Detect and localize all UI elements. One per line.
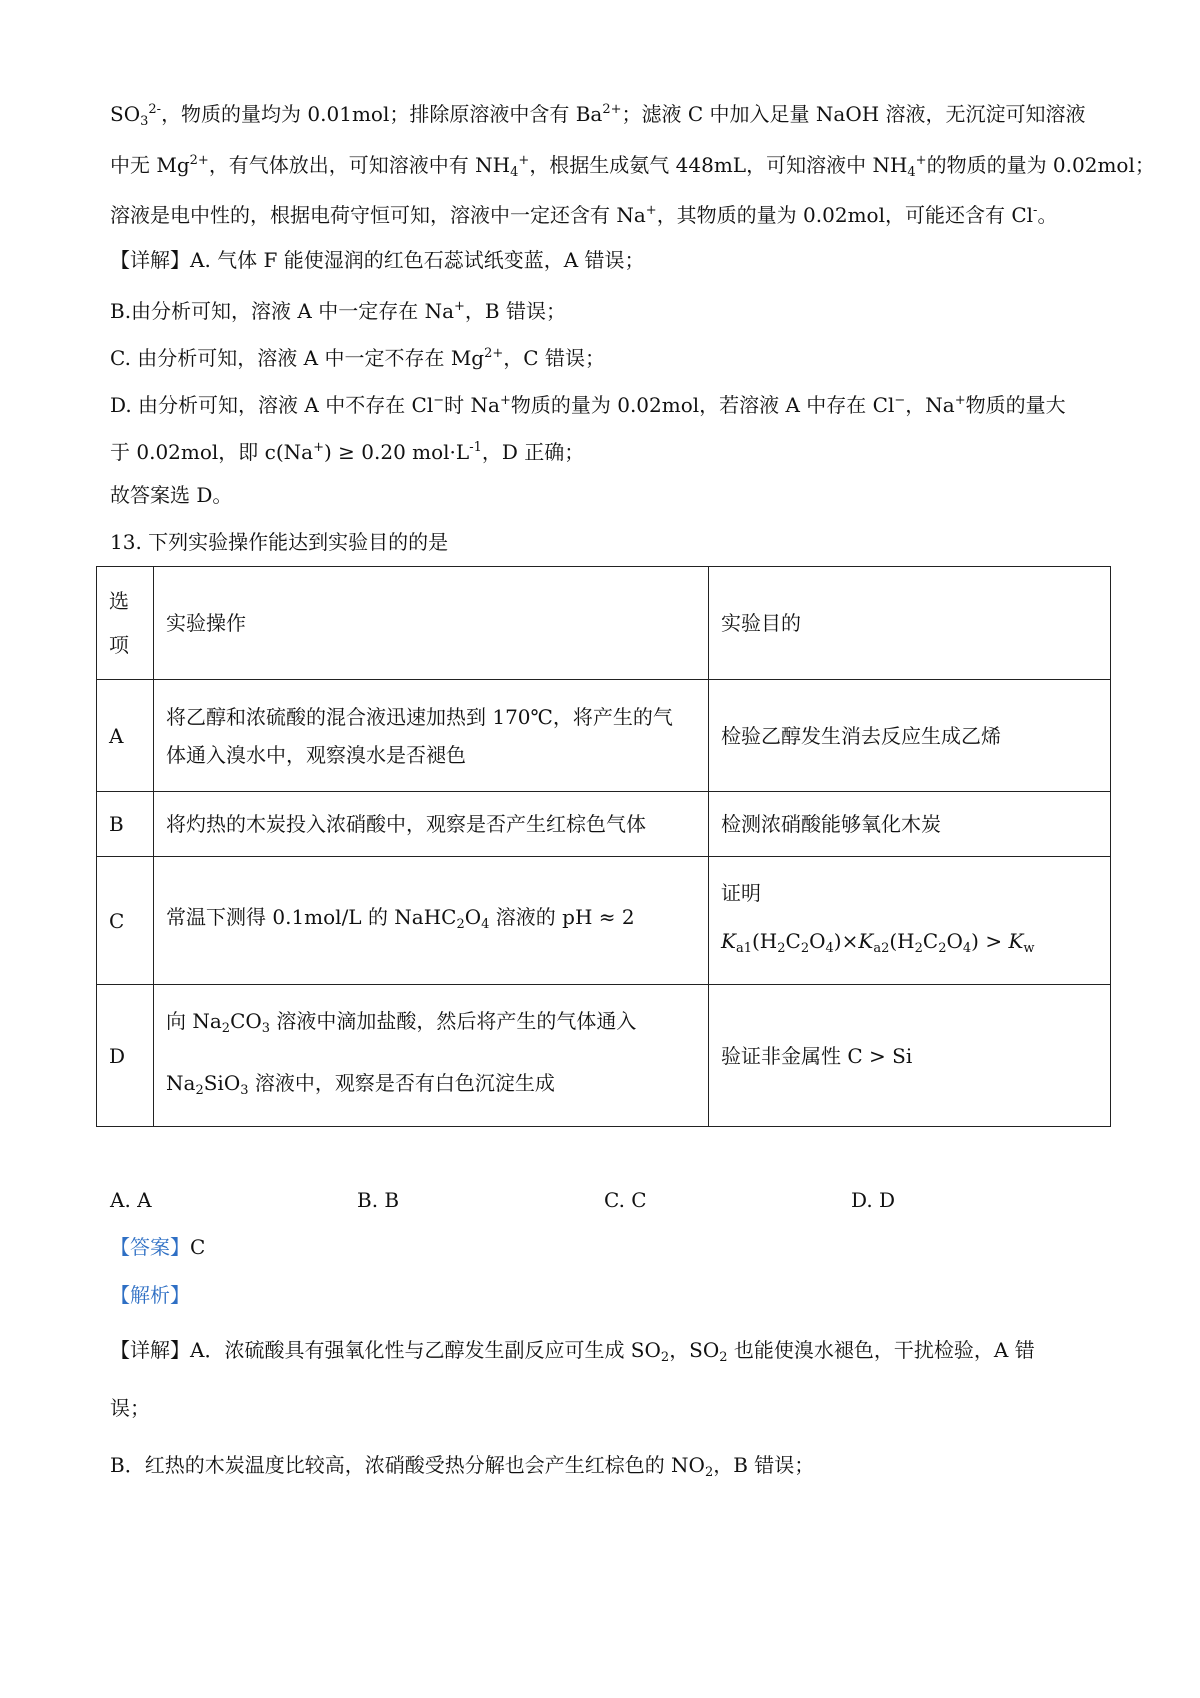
experiment-table: [96, 566, 1111, 1127]
text: K: [721, 928, 736, 953]
text: 溶液的 pH ≈ 2: [489, 904, 635, 929]
subscript: w: [1023, 940, 1035, 956]
text: 的物质的量为 0.02mol；: [926, 153, 1155, 177]
table-row-d: [97, 985, 1111, 1127]
header-option-line-1: 选: [109, 589, 129, 613]
text: 向 Na: [166, 1008, 222, 1033]
analysis-label: 【解析】: [110, 1283, 190, 1307]
text: 物质的量大: [965, 393, 1066, 417]
option-cell: C: [97, 857, 154, 985]
text: ，根据生成氨气 448mL，可知溶液中 NH: [529, 153, 908, 177]
superscript: −: [894, 393, 906, 408]
superscript: -1: [469, 440, 482, 455]
superscript: -: [1033, 203, 1038, 218]
subscript: 2: [719, 1350, 728, 1365]
operation-cell: 将灼热的木炭投入浓硝酸中，观察是否产生红棕色气体: [154, 792, 709, 857]
text: ，有气体放出，可知溶液中有 NH: [208, 153, 511, 177]
text: 中无 Mg: [110, 153, 190, 177]
text: CO: [230, 1008, 262, 1033]
subscript: 2: [914, 940, 923, 956]
subscript: 3: [140, 114, 149, 129]
text: ，SO: [669, 1338, 720, 1362]
header-operation-cell: 实验操作: [154, 567, 709, 680]
text: B．红热的木炭温度比较高，浓硝酸受热分解也会产生红棕色的 NO: [110, 1453, 705, 1477]
detail-c-line: [110, 339, 1100, 373]
subscript: 3: [261, 1020, 271, 1036]
text: ，B 错误；: [713, 1453, 815, 1477]
operation-line: 体通入溴水中，观察溴水是否褪色: [166, 742, 466, 767]
answer-line: [110, 1232, 1100, 1262]
superscript: +: [518, 153, 530, 168]
text: 也能使溴水褪色，干扰检验，A 错: [727, 1338, 1035, 1362]
subscript: 4: [481, 916, 490, 932]
superscript: +: [645, 203, 657, 218]
question-stem: 13. 下列实验操作能达到实验目的的是: [110, 530, 449, 554]
purpose-cell: 检测浓硝酸能够氧化木炭: [709, 792, 1111, 857]
text: 物质的量为 0.02mol，若溶液 A 中存在 Cl: [510, 393, 895, 417]
text: O: [809, 928, 826, 953]
text: 溶液中滴加盐酸，然后将产生的气体通入: [270, 1008, 637, 1033]
superscript: −: [433, 393, 445, 408]
operation-line: [166, 1006, 696, 1044]
operation-line: [166, 1068, 696, 1106]
operation-cell: [154, 857, 709, 985]
superscript: +: [454, 299, 465, 314]
option-cell: A: [97, 680, 154, 792]
superscript: 2-: [148, 102, 162, 117]
explanation-b-line: [110, 1450, 1100, 1488]
text: ) ≥ 0.20 mol·L: [323, 440, 470, 464]
text: C: [922, 928, 939, 953]
text: ；滤液 C 中加入足量 NaOH 溶液，无沉淀可知溶液: [621, 102, 1086, 126]
explanation-a-line-2: 误；: [110, 1396, 150, 1420]
subscript: 4: [510, 165, 519, 180]
subscript: 4: [962, 940, 972, 956]
analysis-line-3: [110, 196, 1100, 230]
subscript: 2: [195, 1082, 204, 1098]
subscript: 2: [938, 940, 947, 956]
superscript: 2+: [484, 346, 504, 361]
detail-a-line: 【详解】A. 气体 F 能使湿润的红色石蕊试纸变蓝，A 错误；: [110, 248, 645, 272]
subscript: 2: [777, 940, 786, 956]
text: C. 由分析可知，溶液 A 中一定不存在 Mg: [110, 346, 485, 370]
analysis-line-1: [110, 95, 1100, 137]
option-c: C. C: [604, 1188, 647, 1212]
text: 常温下测得 0.1mol/L 的 NaHC: [166, 904, 457, 929]
text: ) >: [971, 928, 1009, 953]
text: 于 0.02mol，即 c(Na: [110, 440, 314, 464]
subscript: 4: [825, 940, 834, 956]
text: ，D 正确；: [481, 440, 585, 464]
table-row-a: [97, 680, 1111, 792]
purpose-cell: 验证非金属性 C > Si: [709, 985, 1111, 1127]
detail-b-line: [110, 292, 1100, 326]
text: K: [1008, 928, 1024, 953]
text: O: [946, 928, 963, 953]
operation-line: 将乙醇和浓硫酸的混合液迅速加热到 170℃，将产生的气: [166, 704, 673, 729]
answer-choice-line: 故答案选 D。: [110, 483, 233, 507]
answer-value: C: [190, 1235, 206, 1259]
purpose-formula: [721, 926, 1098, 964]
subscript: a2: [873, 940, 890, 956]
text: B.由分析可知，溶液 A 中一定存在 Na: [110, 299, 454, 323]
subscript: a1: [735, 940, 752, 956]
header-option-cell: [97, 567, 154, 680]
table-row-c: [97, 857, 1111, 985]
table-header-row: [97, 567, 1111, 680]
subscript: 3: [240, 1082, 249, 1098]
text: Na: [166, 1070, 196, 1095]
option-d: D. D: [851, 1188, 896, 1212]
subscript: 2: [221, 1020, 231, 1036]
subscript: 2: [660, 1350, 670, 1365]
analysis-line-2: [110, 146, 1155, 188]
option-cell: D: [97, 985, 154, 1127]
subscript: 2: [800, 940, 810, 956]
answer-label: 【答案】: [110, 1235, 190, 1259]
option-a: A. A: [110, 1188, 152, 1212]
text: (H: [751, 928, 778, 953]
text: ，C 错误；: [503, 346, 605, 370]
subscript: 2: [704, 1465, 714, 1480]
purpose-cell: [709, 857, 1111, 985]
explanation-a-line-1: [110, 1335, 1100, 1373]
option-cell: B: [97, 792, 154, 857]
text: K: [858, 928, 874, 953]
text: C: [785, 928, 801, 953]
superscript: +: [313, 440, 324, 455]
superscript: +: [499, 393, 511, 408]
purpose-cell: 检验乙醇发生消去反应生成乙烯: [709, 680, 1111, 792]
text: 溶液是电中性的，根据电荷守恒可知，溶液中一定还含有 Na: [110, 203, 646, 227]
superscript: 2+: [602, 102, 622, 117]
text: (H: [889, 928, 915, 953]
subscript: 2: [456, 916, 465, 932]
text: O: [464, 904, 482, 929]
header-option-line-2: 项: [109, 633, 129, 657]
operation-cell: [154, 680, 709, 792]
text: SiO: [203, 1070, 241, 1095]
text: 溶液中，观察是否有白色沉淀生成: [248, 1070, 555, 1095]
superscript: +: [954, 393, 966, 408]
text: )×: [833, 928, 859, 953]
superscript: +: [915, 153, 927, 168]
superscript: 2+: [189, 153, 209, 168]
option-b: B. B: [357, 1188, 400, 1212]
answer-options: [110, 1185, 1110, 1215]
text: ，Na: [905, 393, 955, 417]
text: 。: [1037, 203, 1058, 227]
header-purpose-cell: 实验目的: [709, 567, 1111, 680]
subscript: 4: [907, 165, 916, 180]
text: ，B 错误；: [464, 299, 566, 323]
text: ，物质的量均为 0.01mol；排除原溶液中含有 Ba: [161, 102, 603, 126]
detail-d-line-2: [110, 433, 1100, 467]
text: D. 由分析可知，溶液 A 中不存在 Cl: [110, 393, 434, 417]
text: SO: [110, 102, 141, 126]
text: ，其物质的量为 0.02mol，可能还含有 Cl: [656, 203, 1034, 227]
text: 时 Na: [444, 393, 500, 417]
table-row-b: [97, 792, 1111, 857]
purpose-line: 证明: [721, 880, 761, 905]
detail-d-line-1: [110, 386, 1100, 420]
operation-cell: [154, 985, 709, 1127]
text: 【详解】A．浓硫酸具有强氧化性与乙醇发生副反应可生成 SO: [110, 1338, 661, 1362]
